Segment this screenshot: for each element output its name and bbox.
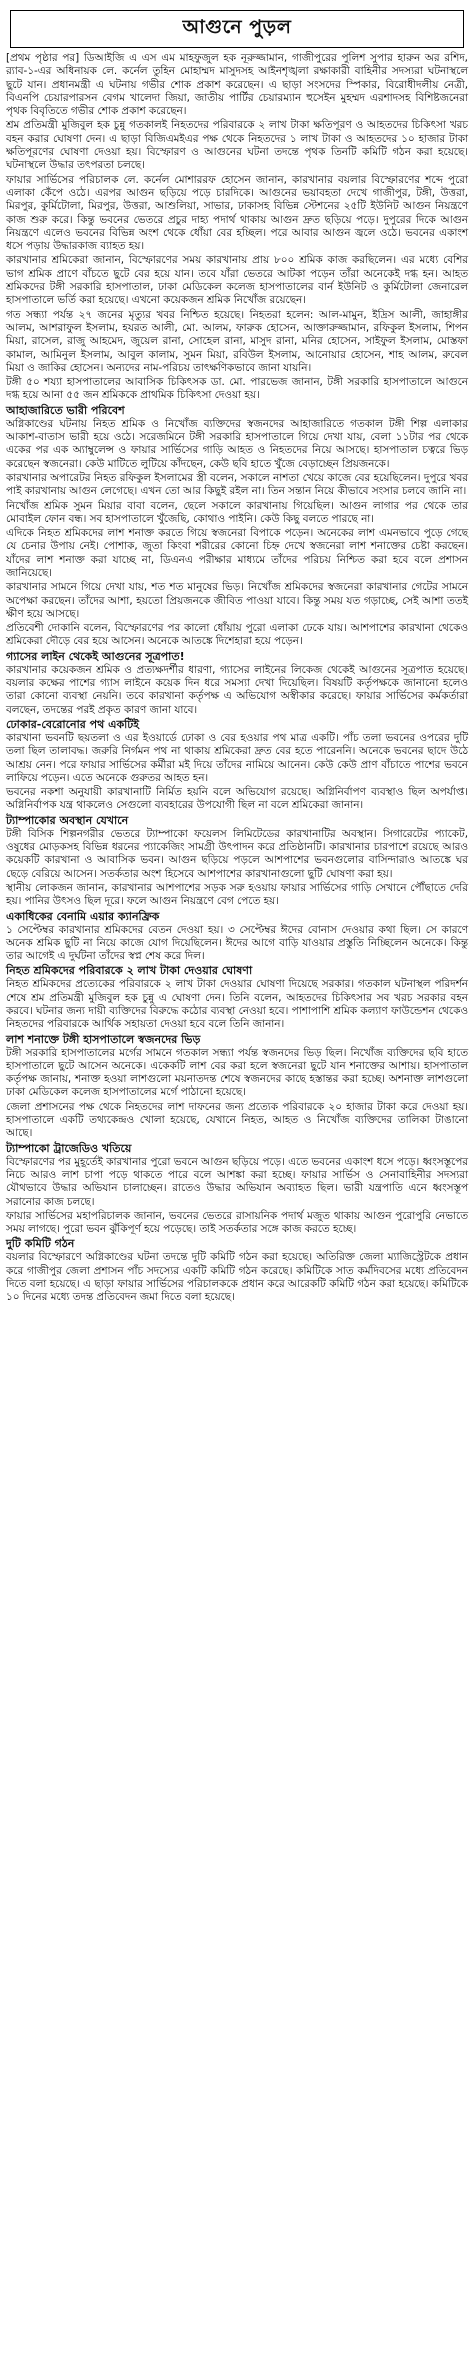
section-heading: দুটি কমিটি গঠন [6, 1237, 75, 1251]
article-paragraph: কারখানার সামনে গিয়ে দেখা যায়, শত শত মানুষের ভিড়। নিখোঁজ শ্রমিকদের স্বজনেরা কারখানার গেটের সামনে অপেক্ষা করছেন। তাঁদের আশা, হয়তো প্রিয়জনকে জীবিত পাওয়া যাবে। কিন্তু সময় যত গড়াচ্ছে, সেই আশা ততই ক্ষীণ হয়ে আসছে। [6, 581, 468, 620]
article-section [6, 814, 468, 909]
article-section [6, 650, 468, 717]
section-heading: গ্যাসের লাইন থেকেই আগুনের সূত্রপাত! [6, 649, 185, 663]
article-paragraph: কারখানা ভবনটি ছয়তলা ও এর ইওয়ার্ডে ঢোকা ও বের হওয়ার পথ মাত্র একটি। পাঁচ তলা ভবনের ওপরের দুটি তলা ছিল তালাবদ্ধ। জরুরি নির্গমন পথ না থাকায় শ্রমিকেরা দ্রুত বের হতে পারেননি। অনেকে ভবনের ছাদে উঠে আশ্রয় নেন। পরে ফায়ার সার্ভিসের কর্মীরা মই দিয়ে তাঁদের নামিয়ে আনেন। কেউ কেউ প্রাণ বাঁচাতে পাশের ভবনে লাফিয়ে পড়েন। এতে অনেকে গুরুতর আহত হন। [6, 731, 468, 784]
article-section [6, 1142, 468, 1237]
article-paragraph: এদিকে নিহত শ্রমিকদের লাশ শনাক্ত করতে গিয়ে স্বজনেরা বিপাকে পড়েন। অনেকের লাশ এমনভাবে পুড়ে গেছে যে চেনার উপায় নেই। পোশাক, জুতা কিংবা শরীরের কোনো চিহ্ন দেখে স্বজনেরা লাশ শনাক্তের চেষ্টা করছেন। যাঁদের লাশ শনাক্ত করা যাচ্ছে না, ডিএনএ পরীক্ষার মাধ্যমে তাঁদের পরিচয় নিশ্চিত করা হবে বলে প্রশাসন জানিয়েছে। [6, 527, 468, 579]
article-paragraph: বিস্ফোরণের পর মুহূর্তেই কারখানার পুরো ভবনে আগুন ছড়িয়ে পড়ে। এতে ভবনের একাংশ ধসে পড়ে। ধ্বংসস্তূপের নিচে আরও লাশ চাপা পড়ে থাকতে পারে বলে আশঙ্কা করা হচ্ছে। ফায়ার সার্ভিস ও সেনাবাহিনীর সদস্যরা যৌথভাবে উদ্ধার অভিযান চালাচ্ছেন। রাতেও উদ্ধার অভিযান অব্যাহত ছিল। ভারী যন্ত্রপাতি এনে ধ্বংসস্তূপ সরানোর কাজ চলছে। [6, 1155, 468, 1208]
article-section [6, 1033, 468, 1141]
article-section [6, 910, 468, 964]
article-paragraph: গত সন্ধ্যা পর্যন্ত ২৭ জনের মৃত্যুর খবর নিশ্চিত হয়েছে। নিহতরা হলেন: আল-মামুন, ইদ্রিস আলী, জাহাঙ্গীর আলম, আশরাফুল ইসলাম, হযরত আলী, মো. আলম, ফারুক হোসেন, আক্তারুজ্জামান, রফিকুল ইসলাম, শিপন মিয়া, রাসেল, রাজু আহমেদ, জুয়েল রানা, সোহেল রানা, মাসুদ রানা, মনির হোসেন, সাইফুল ইসলাম, মোস্তফা কামাল, আমিনুল ইসলাম, আবুল কালাম, সুমন মিয়া, রবিউল ইসলাম, আনোয়ার হোসেন, শাহ আলম, রুবেল মিয়া ও জাকির হোসেন। অন্যদের নাম-পরিচয় তাৎক্ষণিকভাবে জানা যায়নি। [6, 308, 468, 374]
section-heading: লাশ শনাক্তে টঙ্গী হাসপাতালে স্বজনদের ভিড় [6, 1032, 201, 1046]
article-paragraph: কারখানার অপারেটর নিহত রফিকুল ইসলামের স্ত্রী বলেন, সকালে নাশতা খেয়ে কাজে বের হয়েছিলেন। দুপুরে খবর পাই কারখানায় আগুন লেগেছে। এখন তো আর কিছুই রইল না। তিন সন্তান নিয়ে কীভাবে সংসার চলবে জানি না। [6, 471, 468, 498]
headline [10, 10, 464, 48]
article-section [6, 718, 468, 813]
article-paragraph: ফায়ার সার্ভিসের পরিচালক লে. কর্নেল মোশাররফ হোসেন জানান, কারখানার বয়লার বিস্ফোরণের শব্দে পুরো এলাকা কেঁপে ওঠে। এরপর আগুন ছড়িয়ে পড়ে চারদিকে। আগুনের ভয়াবহতা দেখে গাজীপুর, টঙ্গী, উত্তরা, মিরপুর, কুর্মিটোলা, মিরপুর, উত্তরা, আশুলিয়া, সাভার, ঢাকাসহ বিভিন্ন স্টেশনের ২৫টি ইউনিট আগুন নিয়ন্ত্রণে কাজ শুরু করে। কিন্তু ভবনের ভেতরে প্রচুর দাহ্য পদার্থ থাকায় আগুন দ্রুত ছড়িয়ে পড়ে। দুপুরের দিকে আগুন নিয়ন্ত্রণে এলেও ভবনের বিভিন্ন অংশ থেকে ধোঁয়া বের হচ্ছিল। পরে আবার আগুন জ্বলে ওঠে। ভবনের একাংশ ধসে পড়ায় উদ্ধারকাজ ব্যাহত হয়। [6, 173, 468, 253]
article-paragraph: ভবনের নকশা অনুযায়ী কারখানাটি নির্মিত হয়নি বলে অভিযোগ রয়েছে। অগ্নিনির্বাপণ ব্যবস্থাও ছিল অপর্যাপ্ত। অগ্নিনির্বাপক যন্ত্র থাকলেও সেগুলো ব্যবহারের উপযোগী ছিল না বলে শ্রমিকেরা জানান। [6, 786, 468, 812]
article-paragraph: বয়লার বিস্ফোরণে অগ্নিকাণ্ডের ঘটনা তদন্তে দুটি কমিটি গঠন করা হয়েছে। অতিরিক্ত জেলা ম্যাজিস্ট্রেটকে প্রধান করে গাজীপুর জেলা প্রশাসন পাঁচ সদস্যের একটি কমিটি গঠন করেছে। কমিটিকে সাত কর্মদিবসের মধ্যে প্রতিবেদন দিতে বলা হয়েছে। এ ছাড়া ফায়ার সার্ভিসের পরিচালককে প্রধান করে আরেকটি কমিটি গঠন করা হয়েছে। কমিটিকে ১০ দিনের মধ্যে তদন্ত প্রতিবেদন জমা দিতে বলা হয়েছে। [6, 1251, 468, 1304]
article-paragraph: জেলা প্রশাসনের পক্ষ থেকে নিহতদের লাশ দাফনের জন্য প্রত্যেক পরিবারকে ২০ হাজার টাকা করে দেওয়া হয়। হাসপাতালে একটি তথ্যকেন্দ্রও খোলা হয়েছে, যেখানে নিহত, আহত ও নিখোঁজ ব্যক্তিদের তালিকা টাঙানো আছে। [6, 1100, 468, 1140]
article-paragraph: টঙ্গী ৫০ শয্যা হাসপাতালের আবাসিক চিকিৎসক ডা. মো. পারভেজ জানান, টঙ্গী সরকারি হাসপাতালে আগুনে দগ্ধ হয়ে আনা ৫৫ জন শ্রমিককে প্রাথমিক চিকিৎসা দেওয়া হয়। [6, 376, 468, 402]
section-heading: নিহত শ্রমিকদের পরিবারকে ২ লাখ টাকা দেওয়ার ঘোষণা [6, 964, 253, 978]
article-section [6, 52, 468, 403]
article-paragraph: কারখানার শ্রমিকেরা জানান, বিস্ফোরণের সময় কারখানায় প্রায় ৮০০ শ্রমিক কাজ করছিলেন। এর মধ্যে বেশির ভাগ শ্রমিক প্রাণে বাঁচতে ছুটে বের হয়ে যান। তবে যাঁরা ভেতরে আটকা পড়েন তাঁরা অনেকেই দগ্ধ হন। আহত শ্রমিকদের টঙ্গী সরকারি হাসপাতাল, ঢাকা মেডিকেল কলেজ হাসপাতালের বার্ন ইউনিট ও কুর্মিটোলা জেনারেল হাসপাতালে ভর্তি করা হয়েছে। এখনো কয়েকজন শ্রমিক নিখোঁজ রয়েছেন। [6, 254, 468, 307]
article-paragraph: টঙ্গী সরকারি হাসপাতালের মর্গের সামনে গতকাল সন্ধ্যা পর্যন্ত স্বজনদের ভিড় ছিল। নিখোঁজ ব্যক্তিদের ছবি হাতে হাসপাতালে ছুটে আসেন অনেকে। একেকটি লাশ বের করা হলে স্বজনেরা ছুটে যান শনাক্তের আশায়। হাসপাতাল কর্তৃপক্ষ জানায়, শনাক্ত হওয়া লাশগুলো ময়নাতদন্ত শেষে স্বজনদের কাছে হস্তান্তর করা হচ্ছে। অশনাক্ত লাশগুলো ঢাকা মেডিকেল কলেজ হাসপাতালের মর্গে পাঠানো হয়েছে। [6, 1046, 468, 1099]
article-paragraph: শ্রম প্রতিমন্ত্রী মুজিবুল হক চুন্নু গতকালই নিহতদের পরিবারকে ২ লাখ টাকা ক্ষতিপূরণ ও আহতদের চিকিৎসা খরচ বহন করার ঘোষণা দেন। এ ছাড়া বিজিএমইএর পক্ষ থেকে নিহতদের ১ লাখ টাকা ও আহতদের ১০ হাজার টাকা ক্ষতিপূরণের ঘোষণা দেওয়া হয়। বিস্ফোরণ ও আগুনের ঘটনা তদন্তে পৃথক তিনটি কমিটি গঠন করা হয়েছে। ঘটনাস্থলে উদ্ধার তৎপরতা চলছে। [6, 119, 468, 172]
article-paragraph: স্থানীয় লোকজন জানান, কারখানার আশপাশের সড়ক সরু হওয়ায় ফায়ার সার্ভিসের গাড়ি সেখানে পৌঁছাতে দেরি হয়। পানির উৎসও ছিল দূরে। ফলে আগুন নিয়ন্ত্রণে বেগ পেতে হয়। [6, 881, 468, 908]
section-heading: একাধিকের বেনামি এয়ার ক্যানফ্রিক [6, 909, 160, 923]
article-paragraph: কারখানার কয়েকজন শ্রমিক ও প্রত্যক্ষদর্শীর ধারণা, গ্যাসের লাইনের লিকেজ থেকেই আগুনের সূত্রপাত হয়েছে। বয়লার কক্ষের পাশের গ্যাস লাইনে কয়েক দিন ধরে সমস্যা দেখা দিয়েছিল। বিষয়টি কর্তৃপক্ষকে জানানো হলেও তারা কোনো ব্যবস্থা নেয়নি। তবে কারখানা কর্তৃপক্ষ এ অভিযোগ অস্বীকার করেছে। ফায়ার সার্ভিসের কর্মকর্তারা বলছেন, তদন্তের পরই প্রকৃত কারণ জানা যাবে। [6, 663, 468, 716]
headline-text: আগুনে পুড়ল [182, 16, 292, 38]
article-paragraph: নিখোঁজ শ্রমিক সুমন মিয়ার বাবা বলেন, ছেলে সকালে কারখানায় গিয়েছিল। আগুন লাগার পর থেকে তার মোবাইল ফোন বন্ধ। সব হাসপাতালে খুঁজেছি, কোথাও পাইনি। কেউ কিছু বলতে পারছে না। [6, 499, 468, 525]
article-paragraph: ফায়ার সার্ভিসের মহাপরিচালক জানান, ভবনের ভেতরে রাসায়নিক পদার্থ মজুত থাকায় আগুন পুরোপুরি নেভাতে সময় লাগছে। পুরো ভবন ঝুঁকিপূর্ণ হয়ে পড়েছে। তাই সতর্কতার সঙ্গে কাজ করতে হচ্ছে। [6, 1209, 468, 1236]
article-section [6, 1237, 468, 1304]
article-paragraph: [প্রথম পৃষ্ঠার পর] ডিআইজি এ এস এম মাহফুজুল হক নূরুজ্জামান, গাজীপুরের পুলিশ সুপার হারুন অর রশিদ, র‍্যাব-১-এর অধিনায়ক লে. কর্নেল তুহিন মোহাম্মদ মাসুদসহ আইনশৃঙ্খলা রক্ষাকারী বাহিনীর সদস্যরা ঘটনাস্থলে ছুটে যান। প্রধানমন্ত্রী এ ঘটনায় গভীর শোক প্রকাশ করেছেন। এ ছাড়া সংসদের স্পিকার, বিরোধীদলীয় নেত্রী, বিএনপি চেয়ারপারসন বেগম খালেদা জিয়া, জাতীয় পার্টির চেয়ারম্যান হুসেইন মুহম্মদ এরশাদসহ বিশিষ্টজনেরা পৃথক বিবৃতিতে গভীর শোক প্রকাশ করেছেন। [6, 52, 468, 118]
article-paragraph: অগ্নিকাণ্ডের ঘটনায় নিহত শ্রমিক ও নিখোঁজ ব্যক্তিদের স্বজনদের আহাজারিতে গতকাল টঙ্গী শিল্প এলাকার আকাশ-বাতাস ভারী হয়ে ওঠে। সরেজমিনে টঙ্গী সরকারি হাসপাতালে গিয়ে দেখা যায়, বেলা ১১টার পর থেকে একের পর এক অ্যাম্বুলেন্স ও ফায়ার সার্ভিসের গাড়ি আহত ও নিহতদের নিয়ে আসছে। হাসপাতাল চত্বরে ভিড় করেছেন স্বজনেরা। কেউ মাটিতে লুটিয়ে কাঁদছেন, কেউ ছবি হাতে খুঁজে বেড়াচ্ছেন প্রিয়জনকে। [6, 417, 468, 470]
article-paragraph: ১ সেপ্টেম্বর কারখানার শ্রমিকদের বেতন দেওয়া হয়। ৩ সেপ্টেম্বর ঈদের বোনাস দেওয়ার কথা ছিল। সে কারণে অনেক শ্রমিক ছুটি না নিয়ে কাজে যোগ দিয়েছিলেন। ঈদের আগে বাড়ি যাওয়ার প্রস্তুতি নিচ্ছিলেন অনেকে। কিন্তু তার আগেই এ দুর্ঘটনা তাঁদের স্বপ্ন শেষ করে দিল। [6, 923, 468, 963]
article-section [6, 404, 468, 649]
article-paragraph: টঙ্গী বিসিক শিল্পনগরীর ভেতরে ট্যাম্পাকো ফয়েলস লিমিটেডের কারখানাটির অবস্থান। সিগারেটের প্যাকেট, ওষুধের মোড়কসহ বিভিন্ন ধরনের প্যাকেজিং সামগ্রী উৎপাদন করে প্রতিষ্ঠানটি। কারখানার চারপাশে রয়েছে আরও কয়েকটি কারখানা ও আবাসিক ভবন। আগুন ছড়িয়ে পড়লে আশপাশের ভবনগুলোর বাসিন্দারাও আতঙ্কে ঘর ছেড়ে বেরিয়ে আসেন। সতর্কতার অংশ হিসেবে আশপাশের কারখানাগুলো ছুটি ঘোষণা করা হয়। [6, 827, 468, 880]
article-body [6, 52, 468, 1305]
newspaper-page [6, 0, 468, 1305]
section-heading: ট্যাম্পাকোর অবস্থান যেখানে [6, 813, 129, 827]
section-heading: আহাজারিতে ভারী পরিবেশ [6, 403, 125, 417]
section-heading: ঢোকার-বেরোনোর পথ একটিই [6, 717, 140, 731]
article-section [6, 964, 468, 1031]
section-heading: ট্যাম্পাকো ট্রাজেডিও খতিয়ে [6, 1141, 132, 1155]
article-paragraph: প্রতিবেশী দোকানি বলেন, বিস্ফোরণের পর কালো ধোঁয়ায় পুরো এলাকা ঢেকে যায়। আশপাশের কারখানা থেকেও শ্রমিকেরা দৌড়ে বের হয়ে আসেন। অনেকে আতঙ্কে দিশেহারা হয়ে পড়েন। [6, 622, 468, 648]
article-paragraph: নিহত শ্রমিকদের প্রত্যেকের পরিবারকে ২ লাখ টাকা দেওয়ার ঘোষণা দিয়েছে সরকার। গতকাল ঘটনাস্থল পরিদর্শন শেষে শ্রম প্রতিমন্ত্রী মুজিবুল হক চুন্নু এ ঘোষণা দেন। তিনি বলেন, আহতদের চিকিৎসার সব খরচ সরকার বহন করবে। ঘটনার জন্য দায়ী ব্যক্তিদের বিরুদ্ধে কঠোর ব্যবস্থা নেওয়া হবে। পাশাপাশি শ্রমিক কল্যাণ ফাউন্ডেশন থেকেও নিহতদের পরিবারকে আর্থিক সহায়তা দেওয়া হবে বলে তিনি জানান। [6, 978, 468, 1031]
